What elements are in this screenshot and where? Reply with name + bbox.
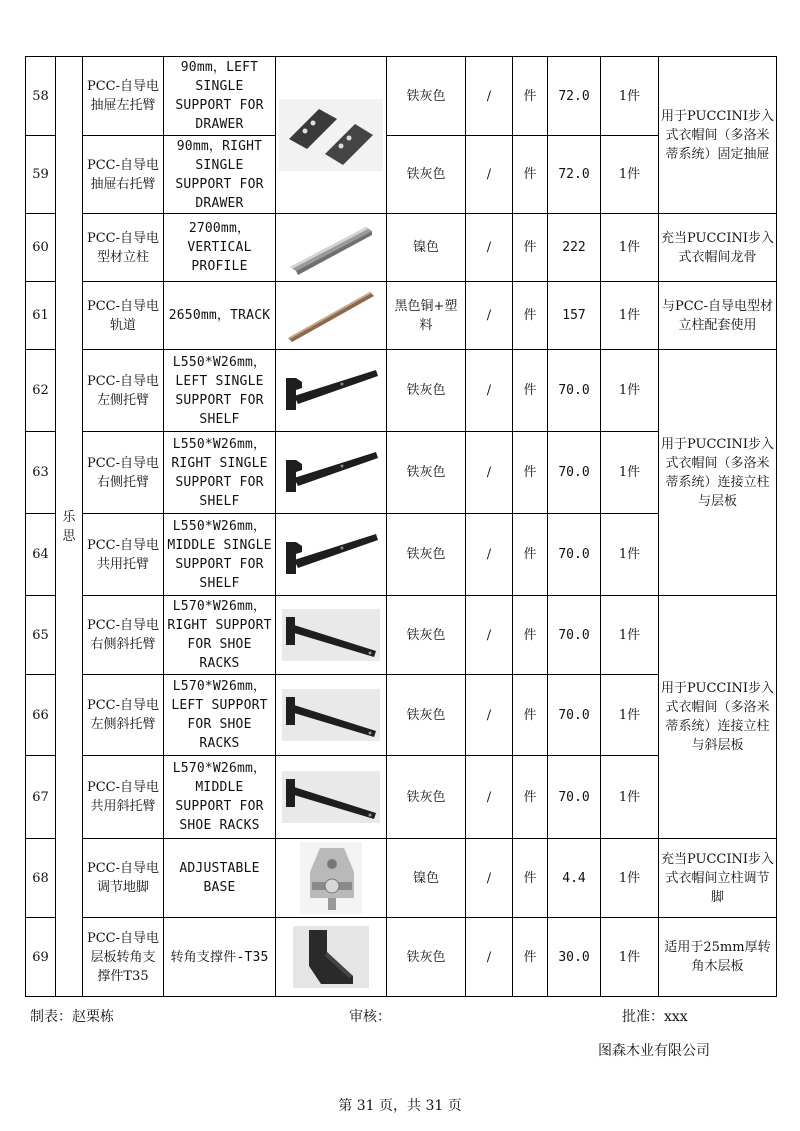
product-name: PCC-自导电左侧托臂 — [83, 350, 164, 432]
table-row — [26, 282, 777, 350]
row-number: 63 — [26, 432, 56, 514]
product-price: 70.0 — [548, 350, 601, 432]
table-row — [26, 214, 777, 282]
product-note: 用于PUCCINI步入式衣帽间（多洛米蒂系统）固定抽屉 — [659, 57, 777, 214]
empty-value: / — [466, 57, 513, 136]
row-number: 60 — [26, 214, 56, 282]
product-unit: 件 — [513, 57, 548, 136]
table-row — [26, 57, 777, 136]
empty-value: / — [466, 596, 513, 675]
product-color: 铁灰色 — [387, 57, 466, 136]
product-spec: L550*W26mm，MIDDLE SINGLE SUPPORT FOR SHELF — [164, 514, 276, 596]
product-name: PCC-自导电右侧斜托臂 — [83, 596, 164, 675]
product-unit: 件 — [513, 756, 548, 839]
product-name: PCC-自导电型材立柱 — [83, 214, 164, 282]
product-price: 70.0 — [548, 675, 601, 756]
product-price: 70.0 — [548, 596, 601, 675]
product-note: 充当PUCCINI步入式衣帽间立柱调节脚 — [659, 839, 777, 918]
corner-support-image — [293, 926, 369, 988]
row-number: 58 — [26, 57, 56, 136]
product-note: 用于PUCCINI步入式衣帽间（多洛米蒂系统）连接立柱与斜层板 — [659, 596, 777, 839]
product-spec: 2650mm，TRACK — [164, 282, 276, 350]
table-row — [26, 350, 777, 432]
table-row — [26, 596, 777, 675]
page-number: 第 31 页，共 31 页 — [338, 1098, 462, 1114]
shoe-bracket-image — [282, 689, 380, 741]
product-image-cell — [276, 675, 387, 756]
drawer-support-plates-image — [279, 99, 383, 171]
empty-value: / — [466, 675, 513, 756]
product-unit: 件 — [513, 214, 548, 282]
product-unit: 件 — [513, 432, 548, 514]
product-color: 铁灰色 — [387, 350, 466, 432]
product-image-cell — [276, 918, 387, 997]
product-image-cell — [276, 214, 387, 282]
product-note: 充当PUCCINI步入式衣帽间龙骨 — [659, 214, 777, 282]
empty-value: / — [466, 514, 513, 596]
empty-value: / — [466, 214, 513, 282]
product-qty: 1件 — [601, 282, 659, 350]
row-number: 62 — [26, 350, 56, 432]
product-unit: 件 — [513, 675, 548, 756]
product-price: 70.0 — [548, 514, 601, 596]
product-color: 铁灰色 — [387, 136, 466, 214]
product-color: 铁灰色 — [387, 918, 466, 997]
product-qty: 1件 — [601, 839, 659, 918]
product-name: PCC-自导电轨道 — [83, 282, 164, 350]
product-name: PCC-自导电共用托臂 — [83, 514, 164, 596]
product-image-cell — [276, 432, 387, 514]
empty-value: / — [466, 432, 513, 514]
product-name: PCC-自导电共用斜托臂 — [83, 756, 164, 839]
product-qty: 1件 — [601, 432, 659, 514]
product-unit: 件 — [513, 136, 548, 214]
product-spec: L550*W26mm，RIGHT SINGLE SUPPORT FOR SHELF — [164, 432, 276, 514]
track-rod-image — [284, 288, 378, 344]
product-unit: 件 — [513, 918, 548, 997]
product-spec: ADJUSTABLE BASE — [164, 839, 276, 918]
empty-value: / — [466, 282, 513, 350]
product-image-cell — [276, 57, 387, 214]
empty-value: / — [466, 839, 513, 918]
product-spec: L570*W26mm，MIDDLE SUPPORT FOR SHOE RACKS — [164, 756, 276, 839]
product-unit: 件 — [513, 350, 548, 432]
maker-label: 制表：赵栗栋 — [30, 1009, 114, 1025]
product-color: 铁灰色 — [387, 675, 466, 756]
product-spec: 90mm，RIGHT SINGLE SUPPORT FOR DRAWER — [164, 136, 276, 214]
product-note: 与PCC-自导电型材立柱配套使用 — [659, 282, 777, 350]
row-number: 69 — [26, 918, 56, 997]
product-price: 4.4 — [548, 839, 601, 918]
company-name: 图森木业有限公司 — [598, 1043, 710, 1059]
product-color: 镍色 — [387, 214, 466, 282]
product-unit: 件 — [513, 839, 548, 918]
product-image-cell — [276, 514, 387, 596]
adjustable-base-image — [300, 842, 362, 914]
product-note: 用于PUCCINI步入式衣帽间（多洛米蒂系统）连接立柱与层板 — [659, 350, 777, 596]
row-number: 66 — [26, 675, 56, 756]
product-spec: L550*W26mm，LEFT SINGLE SUPPORT FOR SHELF — [164, 350, 276, 432]
row-number: 65 — [26, 596, 56, 675]
product-image-cell — [276, 596, 387, 675]
product-name: PCC-自导电右侧托臂 — [83, 432, 164, 514]
product-price: 72.0 — [548, 136, 601, 214]
product-table — [25, 56, 777, 997]
product-unit: 件 — [513, 514, 548, 596]
product-color: 铁灰色 — [387, 432, 466, 514]
shelf-bracket-image — [282, 530, 380, 580]
product-spec: L570*W26mm，RIGHT SUPPORT FOR SHOE RACKS — [164, 596, 276, 675]
product-unit: 件 — [513, 282, 548, 350]
product-image-cell — [276, 839, 387, 918]
table-row — [26, 918, 777, 997]
product-price: 70.0 — [548, 756, 601, 839]
product-unit: 件 — [513, 596, 548, 675]
shelf-bracket-image — [282, 448, 380, 498]
product-note: 适用于25mm厚转角木层板 — [659, 918, 777, 997]
row-number: 59 — [26, 136, 56, 214]
shoe-bracket-image — [282, 609, 380, 661]
product-spec: 90mm，LEFT SINGLE SUPPORT FOR DRAWER — [164, 57, 276, 136]
empty-value: / — [466, 136, 513, 214]
brand-cell: 乐思 — [56, 57, 83, 997]
empty-value: / — [466, 756, 513, 839]
product-color: 黑色铜+塑料 — [387, 282, 466, 350]
product-qty: 1件 — [601, 350, 659, 432]
shoe-bracket-image — [282, 771, 380, 823]
product-image-cell — [276, 282, 387, 350]
table-row — [26, 839, 777, 918]
product-image-cell — [276, 350, 387, 432]
product-price: 222 — [548, 214, 601, 282]
row-number: 68 — [26, 839, 56, 918]
product-name: PCC-自导电左侧斜托臂 — [83, 675, 164, 756]
product-qty: 1件 — [601, 918, 659, 997]
vertical-profile-image — [286, 221, 376, 275]
product-name: PCC-自导电抽屉右托臂 — [83, 136, 164, 214]
product-image-cell — [276, 756, 387, 839]
row-number: 64 — [26, 514, 56, 596]
empty-value: / — [466, 918, 513, 997]
product-qty: 1件 — [601, 596, 659, 675]
product-qty: 1件 — [601, 756, 659, 839]
product-name: PCC-自导电抽屉左托臂 — [83, 57, 164, 136]
review-label: 审核： — [349, 1009, 391, 1025]
product-color: 铁灰色 — [387, 596, 466, 675]
row-number: 67 — [26, 756, 56, 839]
shelf-bracket-image — [282, 366, 380, 416]
approve-label: 批准：xxx — [622, 1009, 688, 1025]
product-spec: 2700mm，VERTICAL PROFILE — [164, 214, 276, 282]
product-name: PCC-自导电调节地脚 — [83, 839, 164, 918]
product-name: PCC-自导电层板转角支撑件T35 — [83, 918, 164, 997]
product-qty: 1件 — [601, 514, 659, 596]
empty-value: / — [466, 350, 513, 432]
product-color: 铁灰色 — [387, 514, 466, 596]
product-qty: 1件 — [601, 57, 659, 136]
product-qty: 1件 — [601, 214, 659, 282]
product-qty: 1件 — [601, 136, 659, 214]
product-price: 30.0 — [548, 918, 601, 997]
product-price: 72.0 — [548, 57, 601, 136]
product-price: 157 — [548, 282, 601, 350]
product-qty: 1件 — [601, 675, 659, 756]
product-price: 70.0 — [548, 432, 601, 514]
row-number: 61 — [26, 282, 56, 350]
product-color: 铁灰色 — [387, 756, 466, 839]
product-color: 镍色 — [387, 839, 466, 918]
product-spec: 转角支撑件-T35 — [164, 918, 276, 997]
product-spec: L570*W26mm，LEFT SUPPORT FOR SHOE RACKS — [164, 675, 276, 756]
